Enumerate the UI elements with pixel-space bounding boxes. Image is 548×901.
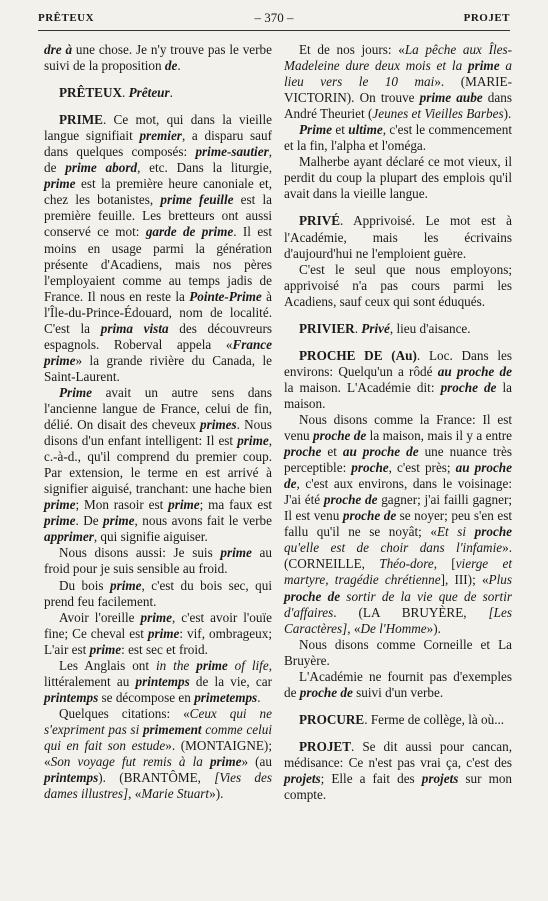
emphasized-term: prime xyxy=(220,545,252,561)
emphasized-term: apprimer xyxy=(44,529,94,545)
dictionary-entry xyxy=(44,112,272,385)
entry-paragraph xyxy=(44,706,272,802)
entry-paragraph xyxy=(284,637,512,669)
body-text: » (au xyxy=(241,754,272,770)
body-text: au froid pour je suis sensible au froid. xyxy=(44,545,272,577)
citation-text: in the xyxy=(155,657,197,673)
body-text: une nuance très perceptible: xyxy=(284,444,512,476)
citation-text: [Les Caractères] xyxy=(284,604,512,636)
emphasized-term: prime xyxy=(468,58,500,74)
emphasized-term: proche de xyxy=(440,379,497,395)
citation-text: Marie Stuart xyxy=(141,786,210,802)
body-text: »). xyxy=(426,620,441,636)
body-text: ». (MONTAIGNE); « xyxy=(44,737,272,770)
entry-paragraph xyxy=(44,578,272,610)
emphasized-term: proche de xyxy=(284,588,341,604)
emphasized-term: proche de xyxy=(323,492,378,508)
body-text: , c'est aux environs, dans le voisinage: J'ai été xyxy=(284,476,512,508)
dictionary-entry xyxy=(284,348,512,412)
body-text: . (LA BRUYÈRE, xyxy=(333,604,489,620)
emphasized-term: primement xyxy=(142,721,202,737)
emphasized-term: proche de xyxy=(299,684,353,700)
emphasized-term: prime xyxy=(168,497,200,513)
citation-text: Plus xyxy=(488,572,512,588)
body-text: , c'est avoir l'ouïe fine; Ce cheval est xyxy=(44,609,272,641)
dictionary-entry xyxy=(284,213,512,261)
entry-paragraph xyxy=(284,669,512,701)
citation-text: Son voyage fut remis à la xyxy=(50,754,210,770)
entry-headword: PROCHE DE (Au) xyxy=(299,347,417,363)
entry-paragraph xyxy=(284,262,512,310)
body-text: »). xyxy=(209,786,224,802)
body-text: , de xyxy=(44,144,272,176)
body-text: Nous disons comme la France: Il est venu xyxy=(284,411,512,444)
body-text: Quelques citations: « xyxy=(59,705,190,721)
body-text: ; Mon rasoir est xyxy=(75,497,169,513)
body-text: . xyxy=(177,58,181,74)
page-number: – 370 – xyxy=(254,10,294,25)
emphasized-term: prime xyxy=(89,641,122,657)
body-text: L'Académie ne fournit pas d'exemples de xyxy=(284,668,512,700)
emphasized-term: prime xyxy=(209,754,242,770)
body-text: , a disparu sauf dans quelques composés: xyxy=(44,128,272,160)
body-text: ». (CORNEILLE, xyxy=(284,540,512,572)
body-text: . Se dit aussi pour cancan, médisance: Ce n'est pas vrai ça, c'est des xyxy=(284,738,512,770)
citation-text: vierge et martyre, tragédie chrétienne xyxy=(284,556,512,588)
emphasized-term: prime-sautier xyxy=(195,144,269,160)
emphasized-term: prima vista xyxy=(100,320,169,336)
body-text: et xyxy=(331,122,349,138)
citation-text: comme celui qui en fait son estude xyxy=(44,721,272,753)
body-text: ; ma faux est xyxy=(199,497,272,513)
header-right-entry: PROJET xyxy=(463,12,510,24)
body-text: la maison. xyxy=(284,379,512,411)
emphasized-term: au proche de xyxy=(437,363,512,379)
citation-text: Théo-dore xyxy=(379,556,434,572)
entry-paragraph xyxy=(44,610,272,658)
emphasized-term: au proche de xyxy=(284,460,512,492)
emphasized-term: primetemps xyxy=(194,689,258,705)
body-text: des découvreurs espagnols. Roberval appela « xyxy=(44,320,272,352)
emphasized-term: Privé xyxy=(361,320,390,336)
emphasized-term: proche xyxy=(284,444,322,460)
emphasized-term: garde de prime xyxy=(145,224,234,240)
body-text: . Loc. Dans les environs: Quelqu'un a rôdé xyxy=(284,347,512,379)
body-text: Nous disons comme Corneille et La Bruyère. xyxy=(284,636,512,668)
entry-headword: PROCURE xyxy=(299,711,365,727)
citation-text: sortir de la vie que de sortir d'affaires xyxy=(284,588,512,620)
body-text: , c'est du bois sec, qui prend feu facilement. xyxy=(44,577,272,609)
body-text: se noyer; peu s'en est fallu qu'il ne se noyât; « xyxy=(284,508,513,540)
emphasized-term: printemps xyxy=(135,673,190,689)
emphasized-term: prime feuille xyxy=(160,192,234,208)
body-text: . xyxy=(169,85,173,101)
entry-headword: PROJET xyxy=(299,738,352,754)
citation-text: De l'Homme xyxy=(360,620,427,636)
dictionary-entry xyxy=(284,739,512,803)
body-text: . Nous disons d'un enfant intelligent: Il est xyxy=(44,417,272,449)
body-text: sur mon compte. xyxy=(284,770,513,803)
body-text: Du bois xyxy=(59,577,110,593)
citation-text: Jeunes et Vieilles Barbes xyxy=(372,106,504,122)
running-header xyxy=(38,10,510,28)
body-text: , c.-à-d., qu'il comprend du premier coup. Par extension, le terme en est arrivé à signifier aiguisé, tranchant: une hache bien xyxy=(44,433,272,497)
entry-paragraph xyxy=(44,545,272,577)
emphasized-term: Prime xyxy=(59,384,92,400)
entry-headword: PRIVÉ xyxy=(299,213,341,229)
body-text: , « xyxy=(128,786,142,802)
emphasized-term: prime xyxy=(109,577,142,593)
emphasized-term: ultime xyxy=(348,122,383,138)
citation-text: of life xyxy=(227,657,269,673)
dictionary-entry xyxy=(284,321,512,337)
body-text: avait un autre sens dans l'ancienne langue de France, celui de fin, délié. On disait des cheveux xyxy=(44,384,272,433)
body-text: , etc. Dans la liturgie, xyxy=(137,160,272,176)
body-text: , lieu d'aisance. xyxy=(389,320,471,336)
body-text: , nous avons fait le verbe xyxy=(134,513,272,529)
emphasized-term: proche xyxy=(474,524,513,540)
emphasized-term: printemps xyxy=(44,770,99,786)
citation-text: [Vies des dames illustres] xyxy=(44,770,272,802)
emphasized-term: Prime xyxy=(299,122,332,138)
body-text: et xyxy=(321,444,343,460)
entry-headword: PRÊTEUX xyxy=(59,85,123,101)
dictionary-entry xyxy=(44,85,272,101)
right-column xyxy=(284,42,512,803)
body-text: ], III); « xyxy=(440,572,489,588)
body-text: ). xyxy=(503,106,512,122)
emphasized-term: primes xyxy=(200,417,237,433)
entry-paragraph xyxy=(284,412,512,637)
body-text: ). (BRANTÔME, xyxy=(98,770,215,786)
body-text: est la première heure canoniale et, chez les botanistes, xyxy=(44,176,272,208)
body-text: . Ferme de collège, là où... xyxy=(364,711,505,727)
emphasized-term: proche xyxy=(351,460,389,476)
body-text: : est sec et froid. xyxy=(121,641,208,657)
emphasized-term: prime xyxy=(103,513,135,529)
body-text: de la vie, car xyxy=(189,673,272,689)
body-text: dans André Theuriet ( xyxy=(284,90,512,122)
emphasized-term: Prêteur xyxy=(128,85,170,101)
emphasized-term: France prime xyxy=(44,336,272,368)
emphasized-term: proche de xyxy=(342,508,397,524)
citation-text: Ceux qui ne s'expriment pas si xyxy=(44,705,272,737)
emphasized-term: Pointe-Prime xyxy=(189,288,262,304)
body-text: ; Elle a fait des xyxy=(320,770,422,786)
entry-paragraph xyxy=(44,658,272,706)
citation-text: Et si xyxy=(436,524,475,540)
body-text: une chose. Je n'y trouve pas le verbe suivi de la proposition xyxy=(44,42,272,74)
emphasized-term: prime aube xyxy=(419,90,483,106)
body-text: Avoir l'oreille xyxy=(59,609,141,625)
body-text: . Ce mot, qui dans la vieille langue signifiait xyxy=(44,112,272,144)
emphasized-term: projets xyxy=(421,770,459,786)
entry-paragraph xyxy=(44,42,272,74)
body-text: Malherbe ayant déclaré ce mot vieux, il perdit du coup la plupart des emplois qu'il avait dans la vieille langue. xyxy=(284,154,512,202)
emphasized-term: prime xyxy=(237,433,269,449)
emphasized-term: prime xyxy=(196,657,228,673)
body-text: , c'est le commencement et la fin, l'alpha et l'oméga. xyxy=(284,122,512,154)
body-text: Nous disons aussi: Je suis xyxy=(59,545,221,561)
entry-paragraph xyxy=(284,154,512,202)
citation-text: a lieu vers le 10 mai xyxy=(284,58,513,90)
entry-headword: PRIVIER xyxy=(299,320,355,336)
entry-headword: PRIME xyxy=(59,112,103,128)
body-text: . xyxy=(257,689,261,705)
body-text: , littéralement au xyxy=(44,657,272,689)
header-left-entry: PRÊTEUX xyxy=(38,12,95,24)
header-rule xyxy=(38,30,510,31)
body-text: la maison. L'Académie dit: xyxy=(284,379,441,395)
body-text: la maison, mais il y a entre xyxy=(366,428,513,444)
emphasized-term: prime abord xyxy=(65,160,138,176)
body-text: gagner; j'ai failli gagner; Il est venu xyxy=(284,492,513,524)
body-text: C'est le seul que nous employons; apprivoisé n'a pas cours parmi les Acadiens, sauf ceux qui sont éduqués. xyxy=(284,261,512,309)
citation-text: La pêche aux Îles-Madeleine dure deux mois et la xyxy=(284,42,512,74)
body-text: , qui signifie aiguiser. xyxy=(93,529,208,545)
body-text: Et de nos jours: « xyxy=(299,42,405,57)
emphasized-term: proche de xyxy=(313,428,367,444)
body-text: , « xyxy=(347,620,361,636)
body-text: . xyxy=(354,320,362,336)
citation-text: qu'elle est de choir dans l'infamie xyxy=(284,540,503,556)
body-text: ». (MARIE-VICTORIN). On trouve xyxy=(284,74,512,106)
emphasized-term: prime xyxy=(44,176,76,192)
body-text: . Apprivoisé. Le mot est à l'Académie, mais les écrivains d'aujourd'hui ne l'emploient guère. xyxy=(284,213,512,261)
emphasized-term: prime xyxy=(140,609,173,625)
emphasized-term: prime xyxy=(147,625,180,641)
left-column xyxy=(44,42,272,802)
entry-paragraph xyxy=(284,42,512,122)
body-text: suivi d'un verbe. xyxy=(352,684,444,700)
body-text: : vif, ombrageux; L'air est xyxy=(44,625,272,657)
body-text: est la première feuille. Les bretteurs ont aussi conservé ce mot: xyxy=(44,192,272,240)
body-text: Les Anglais ont xyxy=(59,657,156,673)
body-text: . De xyxy=(75,513,104,529)
emphasized-term: au proche de xyxy=(342,444,419,460)
emphasized-term: premier xyxy=(139,128,182,144)
body-text: . xyxy=(122,85,129,101)
entry-paragraph xyxy=(284,122,512,154)
entry-paragraph xyxy=(44,385,272,545)
body-text: . Il est moins en usage parmi la génération présente d'Acadiens, mais nos pères l'employaient comme au temps jadis de France. Il nous en reste la xyxy=(44,224,272,304)
body-text: à l'Île-du-Prince-Édouard, nom de localité. C'est la xyxy=(44,288,272,336)
emphasized-term: prime xyxy=(44,497,76,513)
body-text: , [ xyxy=(433,556,456,572)
body-text: » la grande rivière du Canada, le Saint-Laurent. xyxy=(44,352,272,384)
dictionary-entry xyxy=(284,712,512,728)
emphasized-term: de xyxy=(164,58,178,74)
body-text: se décompose en xyxy=(98,689,195,705)
emphasized-term: printemps xyxy=(44,689,99,705)
body-text: , c'est près; xyxy=(388,460,456,476)
emphasized-term: prime xyxy=(44,513,76,529)
emphasized-term: dre à xyxy=(44,42,73,57)
emphasized-term: projets xyxy=(284,770,321,786)
